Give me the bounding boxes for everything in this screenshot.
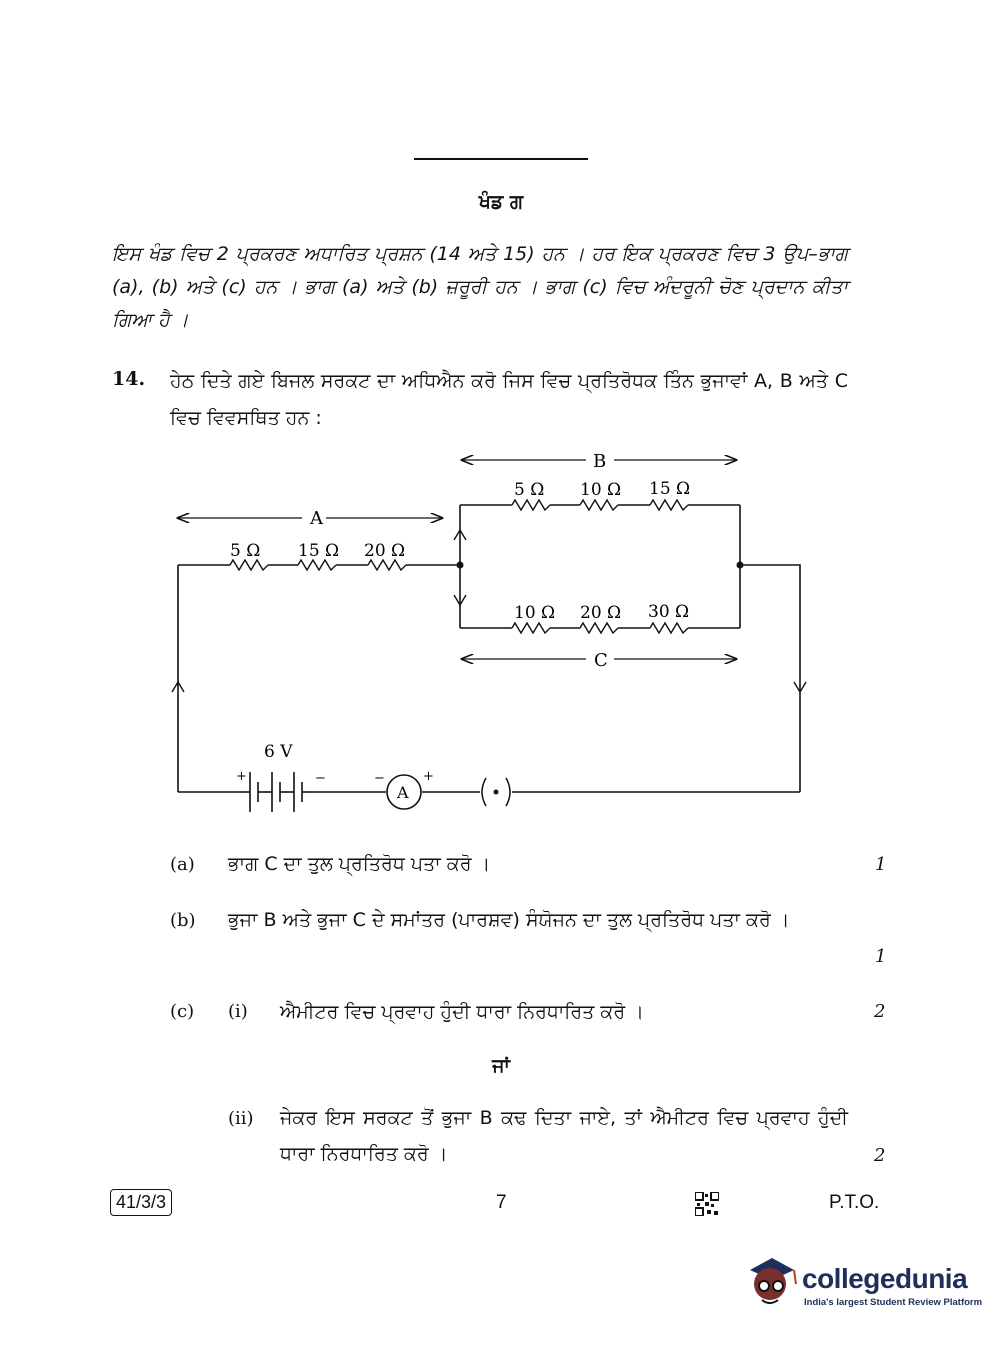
pto-label: P.T.O.: [829, 1192, 880, 1213]
resistor-c1-label: 10 Ω: [514, 603, 556, 623]
ammeter-minus-sign: −: [374, 771, 385, 786]
arm-a-label: A: [310, 508, 323, 529]
arm-c-label: C: [594, 650, 608, 671]
part-a-marks: 1: [875, 854, 887, 875]
part-a-label: (a): [170, 854, 195, 875]
battery-symbol: [242, 772, 310, 812]
part-b-text: ਭੁਜਾ B ਅਤੇ ਭੁਜਾ C ਦੇ ਸਮਾਂਤਰ (ਪਾਰਸ਼ਵ) ਸੰਯੋਜਨ ਦਾ ਤੁਲ ਪ੍ਰਤਿਰੋਧ ਪਤਾ ਕਰੋ ।: [228, 909, 790, 931]
resistor-b3-label: 15 Ω: [649, 479, 691, 499]
part-c-ii-marks: 2: [874, 1145, 886, 1166]
part-b-marks: 1: [875, 946, 887, 967]
part-b-label: (b): [170, 910, 196, 931]
resistor-a3: [368, 560, 406, 570]
resistor-c2: [580, 623, 618, 633]
part-c-ii-label: (ii): [228, 1108, 254, 1129]
resistor-c3-label: 30 Ω: [648, 602, 690, 622]
battery-label: 6 V: [264, 742, 293, 762]
part-a-text: ਭਾਗ C ਦਾ ਤੁਲ ਪ੍ਰਤਿਰੋਧ ਪਤਾ ਕਰੋ ।: [228, 853, 491, 875]
ammeter-label: A: [397, 783, 409, 802]
junction-right: [737, 562, 744, 569]
part-c-ii-text: ਜੇਕਰ ਇਸ ਸਰਕਟ ਤੋਂ ਭੁਜਾ B ਕਢ ਦਿਤਾ ਜਾਏ, ਤਾਂ ਐਮੀਟਰ ਵਿਚ ਪ੍ਰਵਾਹ ਹੁੰਦੀ ਧਾਰਾ ਨਿਰਧਾਰਿਤ ਕਰੋ ।: [280, 1107, 848, 1165]
arm-b-label: B: [593, 451, 607, 472]
ammeter-plus-sign: +: [423, 769, 434, 784]
section-instructions: ਇਸ ਖੰਡ ਵਿਚ 2 ਪ੍ਰਕਰਣ ਅਧਾਰਿਤ ਪ੍ਰਸ਼ਨ (14 ਅਤੇ 15) ਹਨ । ਹਰ ਇਕ ਪ੍ਰਕਰਣ ਵਿਚ 3 ਉਪ–ਭਾਗ (a), (b) ਅਤੇ (c) ਹਨ । ਭਾਗ (a) ਅਤੇ (b) ਜ਼ਰੂਰੀ ਹਨ । ਭਾਗ (c) ਵਿਚ ਅੰਦਰੂਨੀ ਚੋਣ ਪ੍ਰਦਾਨ ਕੀਤਾ ਗਿਆ ਹੈ ।: [112, 243, 848, 331]
question-text: ਹੇਠ ਦਿਤੇ ਗਏ ਬਿਜਲ ਸਰਕਟ ਦਾ ਅਧਿਐਨ ਕਰੋ ਜਿਸ ਵਿਚ ਪ੍ਰਤਿਰੋਧਕ ਤਿੰਨ ਭੁਜਾਵਾਂ A, B ਅਤੇ C ਵਿਚ ਵਿਵਸਥਿਤ ਹਨ :: [170, 370, 848, 429]
resistor-a2: [298, 560, 336, 570]
battery-plus-sign: +: [236, 769, 247, 784]
resistor-b3: [650, 500, 688, 510]
resistor-c3: [650, 623, 688, 633]
part-c-label: (c): [170, 1001, 195, 1022]
resistor-a1-label: 5 Ω: [230, 541, 261, 561]
or-label: ਜਾਂ: [492, 1055, 510, 1077]
qr-code-icon: [695, 1192, 719, 1216]
paper-code: 41/3/3: [110, 1189, 172, 1216]
junction-left: [457, 562, 464, 569]
brand-name: collegedunia: [802, 1263, 968, 1294]
part-c-i-marks: 2: [874, 1001, 886, 1022]
resistor-c1: [512, 623, 550, 633]
resistor-a3-label: 20 Ω: [364, 541, 406, 561]
page-number: 7: [496, 1192, 507, 1213]
resistor-a1: [230, 560, 268, 570]
battery-minus-sign: −: [315, 771, 326, 786]
collegedunia-mascot-icon: [742, 1250, 800, 1312]
brand-tagline: India's largest Student Review Platform: [804, 1297, 983, 1308]
resistor-c2-label: 20 Ω: [580, 603, 622, 623]
key-symbol: [482, 778, 510, 806]
section-title: ਖੰਡ ਗ: [478, 191, 524, 213]
resistor-b2-label: 10 Ω: [580, 480, 622, 500]
resistor-b2: [580, 500, 618, 510]
circuit-diagram: [160, 440, 820, 820]
question-number: 14.: [112, 368, 146, 390]
part-c-i-label: (i): [228, 1001, 248, 1022]
resistor-b1-label: 5 Ω: [514, 480, 545, 500]
part-c-i-text: ਐਮੀਟਰ ਵਿਚ ਪ੍ਰਵਾਹ ਹੁੰਦੀ ਧਾਰਾ ਨਿਰਧਾਰਿਤ ਕਰੋ ।: [280, 1001, 644, 1023]
resistor-b1: [512, 500, 550, 510]
top-rule: [414, 158, 588, 160]
resistor-a2-label: 15 Ω: [298, 541, 340, 561]
